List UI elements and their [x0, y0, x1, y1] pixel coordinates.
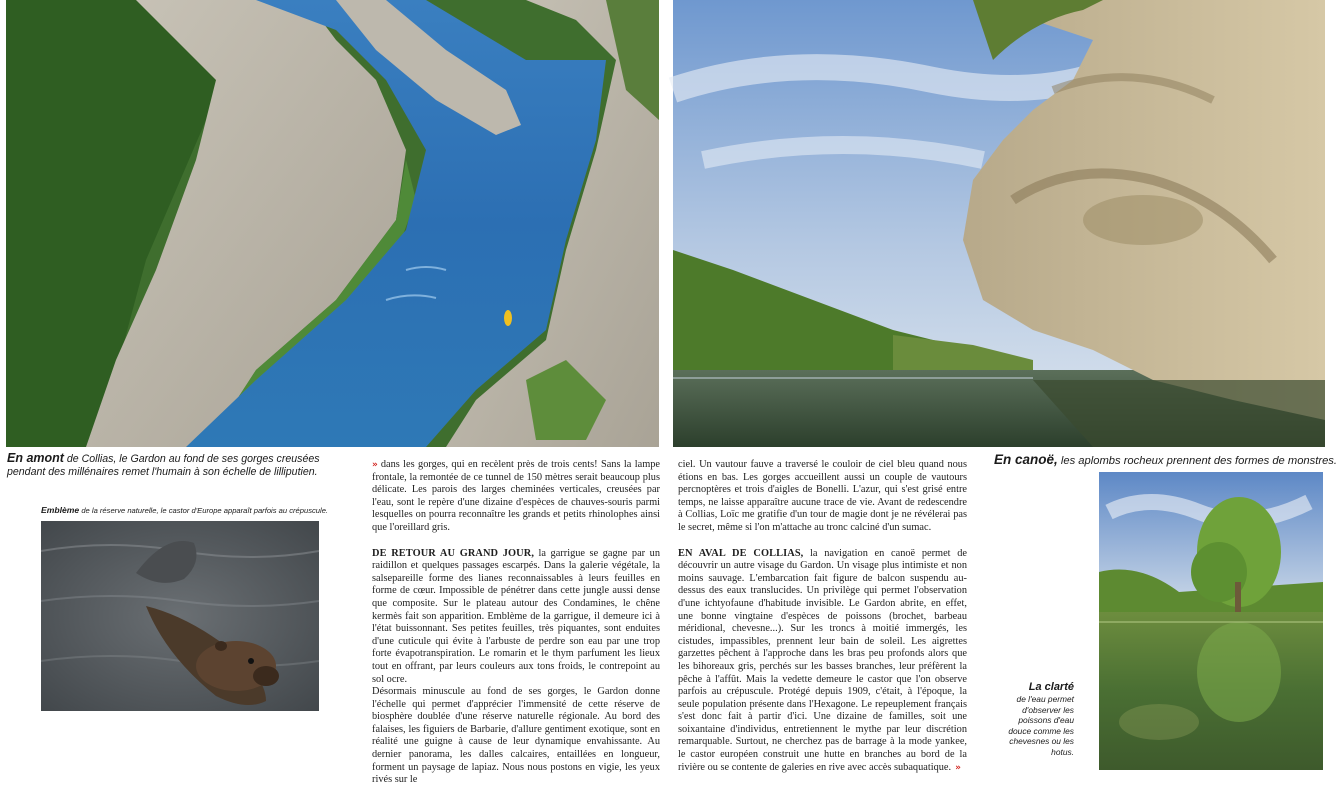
section-runin-heading: EN AVAL DE COLLIAS, — [678, 547, 804, 559]
caption-text: les aplombs rocheux prennent des formes de monstres. — [1057, 455, 1337, 467]
caption-text: de Collias, le Gardon au fond de ses gorges creusées pendant des millénaires remet l'humain à son échelle de lilliputien. — [7, 453, 320, 478]
paragraph-text: la garrigue se gagne par un raidillon et quelques passages escarpés. Dans la galerie végétale, la salsepareille forme des lianes reconnaissables à leurs feuilles en forme de cœur. Impossible de pénétrer dans cette jungle aussi dense que composite. Sur le plateau autour des Condamines, le chêne kermès fait son apparition. Emblème de la garrigue, il demeure ici à l'état buissonnant. Ses petites feuilles, très piquantes, sont enduites d'une cuticule qui évite à l'arbuste de perdre son eau par une trop forte évapotranspiration. Le romarin et le thym parfument les lieux tout en offrant, par leurs couleurs aux tons froids, le contrepoint au sol ocre. — [372, 547, 661, 685]
paragraph-text: la navigation en canoë permet de découvrir un autre visage du Gardon. Un visage plus intimiste et non moins sauvage. L'embarcation fait figure de balcon suspendu au-dessus des eaux translucides. Un privilège qui permet l'observation d'une ichtyofaune d'habitude invisible. Le Gardon abrite, en effet, une bonne vingtaine d'espèces de poissons (brochet, barbeau méridional, chevesne...). Sur les troncs à moitié immergés, les cistudes, impassibles, prennent leur bain de soleil. Les aigrettes garzettes pêchent à l'approche dans les bras peu profonds alors que les bihoreaux gris, perchés sur les basses branches, leur préfèrent la pêche à l'affût. Mais la vedette demeure le castor que l'on observe parfois au crépuscule. Protégé depuis 1909, c'était, à l'époque, la seule population présente dans l'Hexagone. Le repeuplement français s'est donc fait à partir d'ici. Une dizaine de familles, soit une soixantaine d'individus, entretiennent le mythe par leur discrétion remarquable. Surtout, ne cherchez pas de barrage à la mode yankee, le castor européen construit une hutte en branches au bord de la rivière ou se contente de galeries en rive avec accès subaquatique. — [678, 547, 967, 773]
article-column-middle — [372, 459, 661, 786]
paragraph-text: ciel. Un vautour fauve a traversé le couloir de ciel bleu quand nous étions en bas. Les gorges accueillent aussi un couple de vautours percnoptères et trois d'aigles de Bonelli. L'azur, qui s'est grisé entre temps, ne laisse apparaître aucune trace de vie. Avant de redescendre à Collias, Loïc me gratifie d'un tour de magie dont je ne révélerai pas le secret, même si l'on m'attache au tronc calciné d'un sumac. — [678, 459, 967, 533]
caption-lead: Emblème — [41, 505, 80, 515]
article-column-right — [678, 459, 967, 777]
caption-lead: En canoë, — [994, 452, 1058, 467]
beaver-photo-caption — [41, 505, 331, 516]
cliff-photo-caption — [994, 452, 1337, 469]
article-paragraph — [372, 686, 660, 787]
caption-lead: La clarté — [1028, 681, 1074, 693]
article-paragraph — [678, 459, 967, 535]
caption-lead: En amont — [7, 451, 64, 465]
article-paragraph — [678, 548, 967, 775]
article-end-marker: » — [955, 762, 961, 773]
paragraph-text: dans les gorges, qui en recèlent près de trois cents! Sans la lampe frontale, la remontée de ce tunnel de 150 mètres serait beaucoup plus délicate. Les parois des larges cheminées verticales, creusées par l'eau, sont le repère d'une dizaine d'espèces de chauves-souris parmi lesquelles on pourra reconnaître les grands et petits rhinolophes ainsi que l'oreillard gris. — [372, 459, 660, 533]
article-paragraph — [372, 459, 660, 535]
section-runin-heading: DE RETOUR AU GRAND JOUR, — [372, 547, 535, 559]
gorge-photo-caption — [7, 452, 347, 479]
article-paragraph — [372, 548, 660, 687]
tree-photo-caption — [996, 681, 1074, 758]
tree-reflection-photo — [1099, 472, 1323, 770]
caption-text: de la réserve naturelle, le castor d'Europe apparaît parfois au crépuscule. — [79, 506, 329, 515]
cliff-river-photo — [673, 0, 1325, 447]
caption-text: de l'eau permet d'observer les poissons d'eau douce comme les chevesnes ou les hotus. — [1008, 694, 1074, 757]
river-gorge-aerial-photo — [6, 0, 659, 447]
continuation-marker: » — [372, 460, 378, 470]
paragraph-text: Désormais minuscule au fond de ses gorges, le Gardon donne l'échelle qui permet d'apprécier l'immensité de cette réserve de biosphère doublée d'une réserve naturelle régionale. Au bord des falaises, les figuiers de Barbarie, d'allure gentiment exotique, sont en réalité une guigne à cause de leur dynamique envahissante. Au dernier panorama, les dalles calcaires, entaillées en longueur, forment un paysage de lapiaz. Nous nous postons en vigie, les yeux rivés sur le — [372, 686, 660, 786]
beaver-swimming-photo — [41, 521, 319, 711]
